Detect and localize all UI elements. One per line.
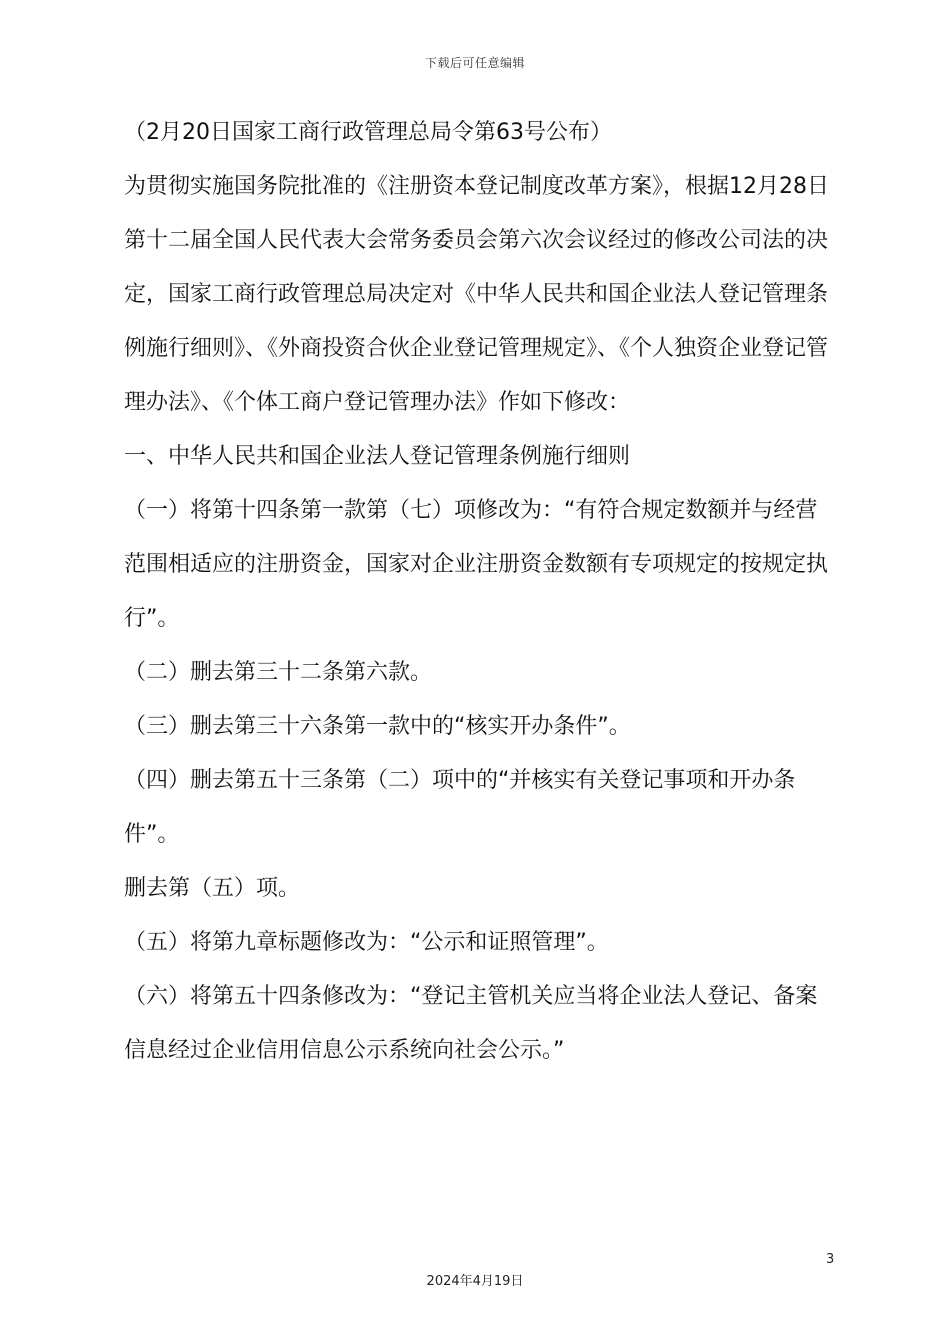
paragraph-2: 为贯彻实施国务院批准的《注册资本登记制度改革方案》，根据12月28日第十二届全国人民代表大会常务委员会第六次会议经过的修改公司法的决定，国家工商行政管理总局决定对《中华人民共和国企业法人登记管理条例施行细则》、《外商投资合伙企业登记管理规定》、《个人独资企业登记管理办法》、《个体工商户登记管理办法》作如下修改： xyxy=(124,174,829,415)
paragraph-3: 一、中华人民共和国企业法人登记管理条例施行细则 xyxy=(124,444,631,469)
page-footer-date: 2024年4月19日 xyxy=(426,1274,524,1289)
paragraph-6: （三）删去第三十六条第一款中的“核实开办条件”。 xyxy=(124,714,631,739)
document-body xyxy=(124,106,836,1078)
paragraph-7: （四）删去第五十三条第（二）项中的“并核实有关登记事项和开办条件”。 xyxy=(124,768,796,847)
paragraph-4: （一）将第十四条第一款第（七）项修改为：“有符合规定数额并与经营范围相适应的注册资金，国家对企业注册资金数额有专项规定的按规定执行”。 xyxy=(124,498,829,631)
paragraph-8: 删去第（五）项。 xyxy=(124,876,301,901)
paragraph-5: （二）删去第三十二条第六款。 xyxy=(124,660,433,685)
paragraph-9: （五）将第九章标题修改为：“公示和证照管理”。 xyxy=(124,930,609,955)
page-header: 下载后可任意编辑 xyxy=(424,56,525,70)
paragraph-1: （2月20日国家工商行政管理总局令第63号公布） xyxy=(124,120,612,145)
paragraph-10: （六）将第五十四条修改为：“登记主管机关应当将企业法人登记、备案信息经过企业信用信息公示系统向社会公示。” xyxy=(124,984,818,1063)
page-number: 3 xyxy=(826,1252,835,1267)
